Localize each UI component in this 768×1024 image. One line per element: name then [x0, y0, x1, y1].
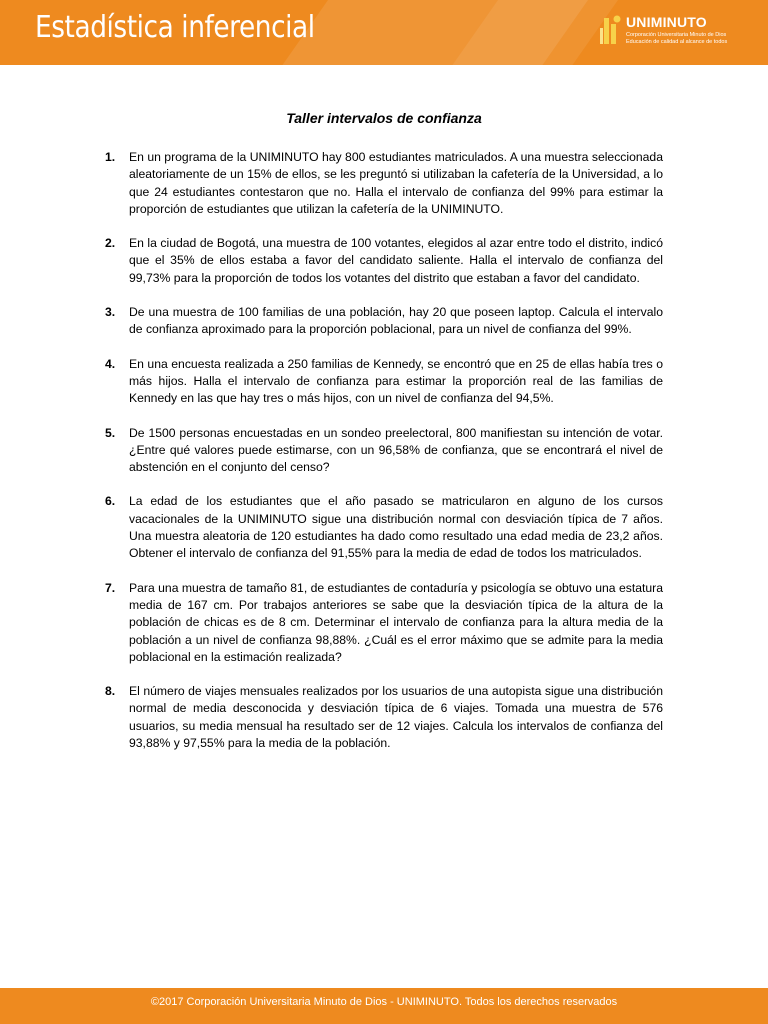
question-item: [105, 304, 663, 339]
question-number: 5.: [105, 425, 116, 440]
question-text: En una encuesta realizada a 250 familias de Kennedy, se encontró que en 25 de ellas había tres o más hijos. Halla el intervalo de confianza para estimar la proporción real de las familias de Kennedy en las que hay tres o más hijos, con un nivel de confianza del 94,5%.: [129, 356, 663, 406]
question-number: 7.: [105, 580, 116, 595]
question-text: De 1500 personas encuestadas en un sondeo preelectoral, 800 manifiestan su intención de votar. ¿Entre qué valores puede estimarse, con un 96,58% de confianza, que se encontrará el nivel de abstención en el conjunto del censo?: [129, 425, 663, 475]
page-header: [0, 0, 768, 65]
logo-tagline: Educación de calidad al alcance de todos: [626, 39, 728, 45]
logo-subtitle: Corporación Universitaria Minuto de Dios: [626, 32, 727, 38]
question-number: 8.: [105, 684, 116, 699]
question-number: 4.: [105, 356, 116, 371]
logo-mark-icon: [598, 14, 624, 48]
page-footer: [0, 988, 768, 1024]
question-text: Para una muestra de tamaño 81, de estudiantes de contaduría y psicología se obtuvo una estatura media de 167 cm. Por trabajos anteriores se sabe que la desviación típica de la altura de la población de chicas es de 8 cm. Determinar el intervalo de confianza para la altura media de la población a un nivel de confianza 98,88%. ¿Cuál es el error máximo que se admite para la media poblacional en la estimación realizada?: [129, 580, 663, 664]
question-text: De una muestra de 100 familias de una población, hay 20 que poseen laptop. Calcula el intervalo de confianza aproximado para la proporción poblacional, para un nivel de confianza del 99%.: [129, 305, 663, 337]
question-item: [105, 356, 663, 408]
question-number: 2.: [105, 236, 116, 251]
logo-name: UNIMINUTO: [626, 14, 707, 30]
uniminuto-logo: [598, 12, 758, 52]
question-text: El número de viajes mensuales realizados por los usuarios de una autopista sigue una distribución normal de media desconocida y desviación típica de 6 viajes. Tomada una muestra de 576 usuarios, su media mensual ha resultado ser de 12 viajes. Calcula los intervalos de confianza del 93,88% y 97,55% para la media de la población.: [129, 684, 663, 751]
question-text: En la ciudad de Bogotá, una muestra de 100 votantes, elegidos al azar entre todo el distrito, indicó que el 35% de ellos estaba a favor del candidato saliente. Halla el intervalo de confianza del 99,73% para la proporción de todos los votantes del distrito que estaban a favor del candidato.: [129, 236, 663, 285]
document-title: Taller intervalos de confianza: [286, 110, 482, 126]
question-number: 1.: [105, 150, 116, 164]
question-text: La edad de los estudiantes que el año pasado se matricularon en alguno de los cursos vacacionales de la UNIMINUTO sigue una distribución normal con desviación típica de 7 años. Una muestra aleatoria de 120 estudiantes ha dado como resultado una edad media de 23,2 años. Obtener el intervalo de confianza del 91,55% para la media de edad de todos los matriculados.: [129, 494, 663, 561]
question-number: 3.: [105, 305, 116, 320]
question-item: [105, 493, 663, 562]
question-item: [105, 149, 663, 218]
question-item: [105, 235, 663, 287]
questions-list: [105, 149, 663, 769]
question-number: 6.: [105, 494, 116, 509]
question-item: [105, 580, 663, 666]
header-title: Estadística inferencial: [35, 10, 315, 45]
question-item: [105, 683, 663, 752]
copyright-text: ©2017 Corporación Universitaria Minuto de Dios - UNIMINUTO. Todos los derechos reservados: [150, 996, 618, 1008]
question-item: [105, 425, 663, 477]
question-text: En un programa de la UNIMINUTO hay 800 estudiantes matriculados. A una muestra seleccionada aleatoriamente de un 15% de ellos, se les preguntó si utilizaban la cafetería de la Universidad, a lo que 24 estudiantes contestaron que no. Halla el intervalo de confianza del 99% para estimar la proporción de estudiantes que utilizan la cafetería de la UNIMINUTO.: [129, 150, 663, 216]
